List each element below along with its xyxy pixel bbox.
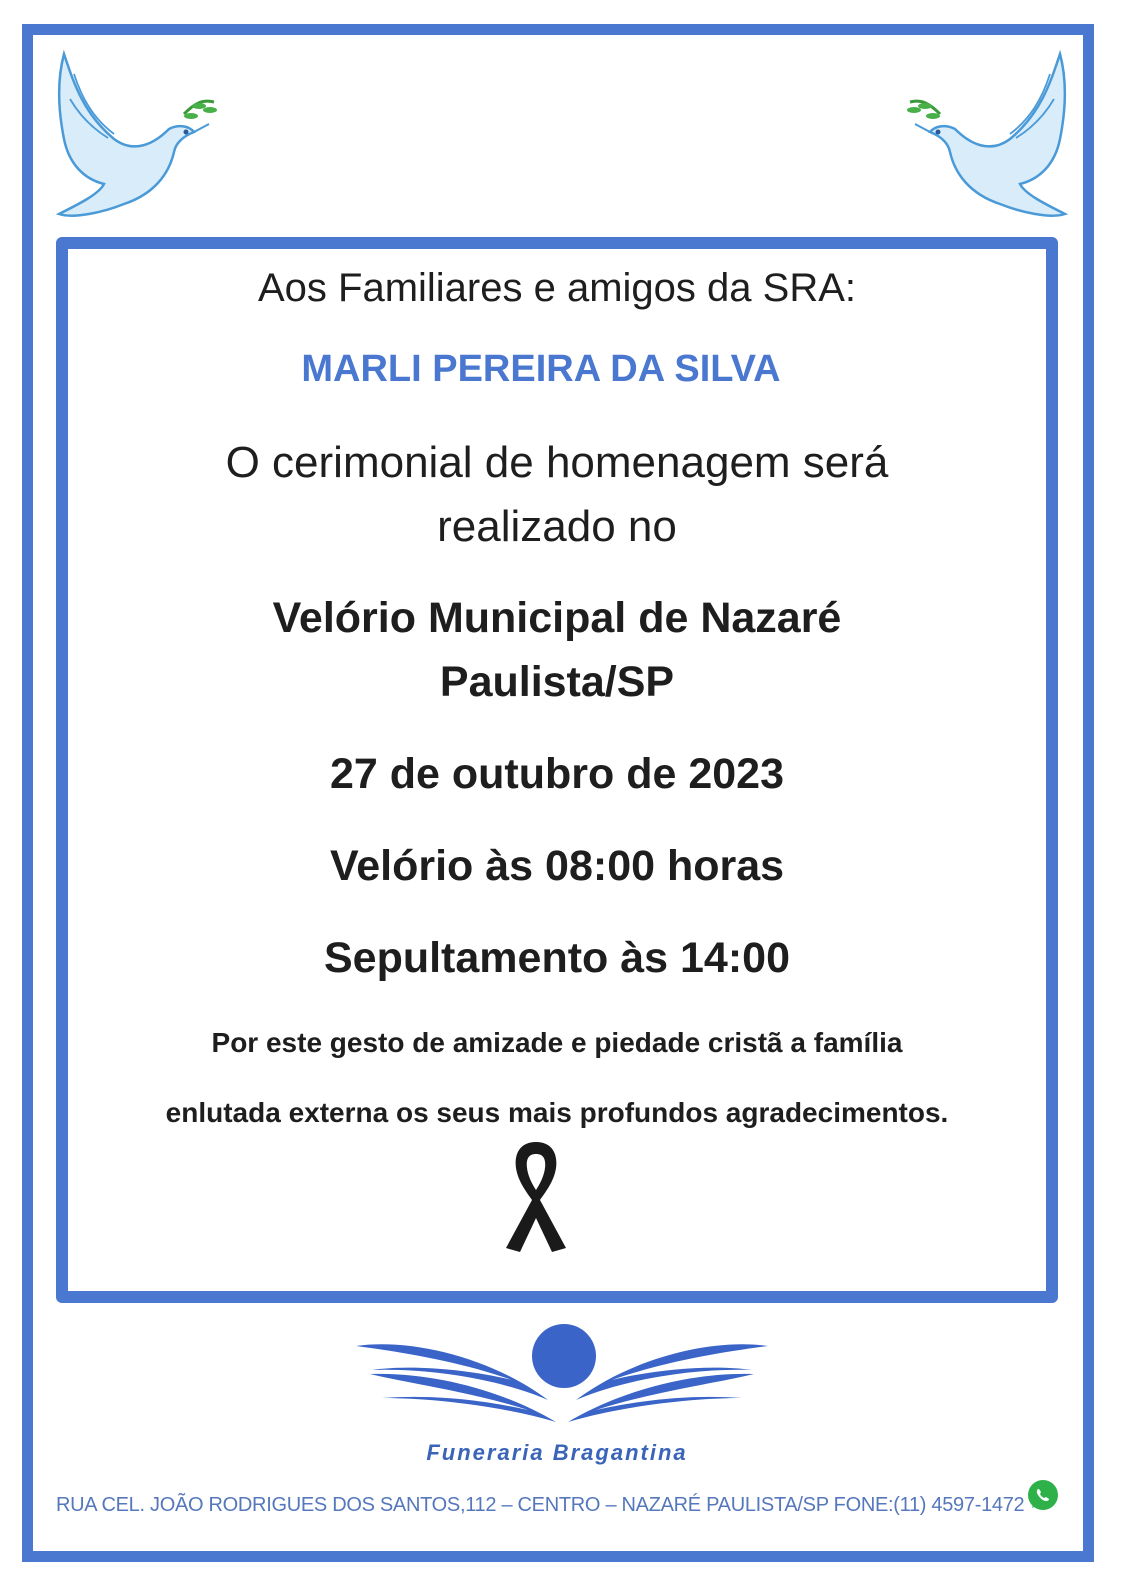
thanks-line-2: enlutada externa os seus mais profundos agradecimentos. (165, 1097, 949, 1128)
footer-address: RUA CEL. JOÃO RODRIGUES DOS SANTOS,112 – CENTRO – NAZARÉ PAULISTA/SP FONE:(11) 4597-1472 (56, 1494, 1025, 1516)
ceremony-line-2: realizado no (437, 502, 677, 551)
venue-line-2: Paulista/SP (439, 658, 675, 706)
greeting-line: Aos Familiares e amigos da SRA: (257, 266, 856, 310)
whatsapp-icon[interactable] (1026, 1478, 1060, 1512)
wake-time: Velório às 08:00 horas (329, 842, 785, 890)
funeral-home-logo (352, 1318, 772, 1428)
ceremony-date: 27 de outubro de 2023 (329, 750, 785, 798)
venue-line-1: Velório Municipal de Nazaré (272, 594, 842, 642)
ceremony-line-1: O cerimonial de homenagem será (225, 438, 889, 487)
funeral-home-name: Funeraria Bragantina (426, 1440, 688, 1465)
thanks-line-1: Por este gesto de amizade e piedade cristã a família (211, 1027, 903, 1058)
dove-with-olive-branch-icon (900, 44, 1080, 224)
dove-with-olive-branch-icon (44, 44, 224, 224)
burial-time: Sepultamento às 14:00 (323, 934, 790, 982)
deceased-name: MARLI PEREIRA DA SILVA (301, 348, 781, 390)
mourning-ribbon-icon (498, 1138, 574, 1256)
